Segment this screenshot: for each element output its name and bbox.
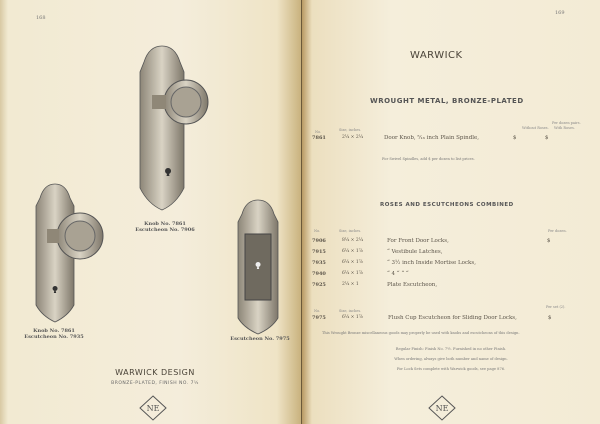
col-no: No. (314, 229, 321, 233)
page-number: 169 (555, 10, 565, 16)
section-heading: WROUGHT METAL, BRONZE-PLATED (370, 97, 524, 105)
col-without-roses: Without Roses. (522, 126, 549, 130)
usage-note: This Wrought Bronze miscellaneous goods may properly be used with knobs and escutcheons of this design. (322, 331, 520, 335)
escutcheon-7935-plate (36, 184, 103, 322)
col-size: Size, inches. (339, 229, 362, 233)
escutcheon-7906-plate (140, 46, 208, 210)
design-title: WARWICK DESIGN (115, 368, 195, 377)
price-header: Per dozen. (548, 229, 567, 233)
svg-text:NE: NE (435, 404, 449, 413)
col-no: No. (314, 309, 321, 313)
col-size: Size, inches. (339, 128, 362, 132)
design-subtitle: BRONZE-PLATED, FINISH NO. 7½ (111, 381, 199, 386)
caption-7906: Knob No. 7861 Escutcheon No. 7906 (135, 221, 195, 233)
page-number: 168 (36, 15, 46, 21)
section-heading: ROSES AND ESCUTCHEONS COMBINED (380, 202, 514, 208)
col-with-roses: With Roses. (554, 126, 575, 130)
price-header: Per dozen pairs. (552, 121, 581, 125)
ne-logo (427, 395, 457, 421)
caption-7935: Knob No. 7861 Escutcheon No. 7935 (24, 328, 84, 340)
swivel-note: For Swivel Spindles, add $ per dozen to list prices. (382, 157, 475, 161)
price-header: Per set (2). (546, 305, 566, 309)
escutcheon-7975-plate (238, 200, 278, 334)
page-title: WARWICK (410, 50, 463, 61)
svg-text:NE: NE (146, 404, 160, 413)
right-page: 169 WARWICK WROUGHT METAL, BRONZE-PLATED No. Size, inches. Per dozen pairs. Without Roses. With Roses. 7861 2¼ × 2¼ Door Knob, ⁵⁄₁₆ inch Plain Spindle, $ $ For Swivel Spindles, add $ per dozen to list prices. ROSES AND ESCUTCHEONS COMBINED No. Size, inches. Per dozen. 7906 8¼ × 2¼ For Front Door Locks, $ 7915 6¼ × 1⅞ “ Vestibule Latches, 7935 6¼ × 1⅞ “ 3½ inch Inside Mortise Locks, 7940 6¼ × 1⅞ “ 4 “ “ “ 7925 2¼ × 1 Plate Escutcheon, No. Size, inches. Per set (2). 7975 6¼ × 1⅞ Flush Cup Escutcheon for Sliding Door Locks, $ This Wrought Bronze miscellaneous goods may properly be used with knobs and escutcheons of this design. Regular Finish: Finish No. 7½. Furnished in no other Finish. When ordering, always give both number and name of design. For Lock Sets complete with Warwick goods, see page 876. NE (302, 0, 600, 424)
caption-7975: Escutcheon No. 7975 (230, 336, 290, 342)
col-no: No. (315, 130, 322, 134)
col-size: Size, inches. (339, 309, 362, 313)
ne-logo (140, 396, 166, 420)
footer-notes: Regular Finish: Finish No. 7½. Furnished in no other Finish. When ordering, always give both number and name of design. For Lock Sets complete with Warwick goods, see page 876. (394, 347, 508, 371)
